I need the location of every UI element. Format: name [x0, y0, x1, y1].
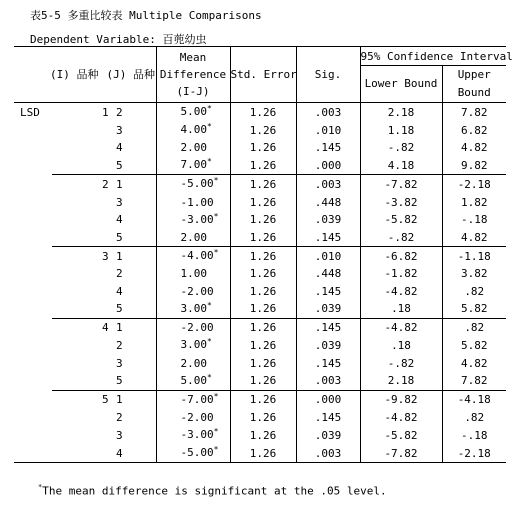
mean-difference-cell: 1.00 [156, 265, 230, 282]
significance-mark: * [207, 372, 212, 382]
std-error-cell: 1.26 [230, 354, 296, 371]
sig-cell: .145 [296, 139, 360, 156]
upper-bound-cell: .82 [442, 318, 506, 336]
sig-cell: .010 [296, 247, 360, 266]
sig-cell: .039 [296, 336, 360, 354]
group-j-cell: 3 [116, 123, 123, 137]
significance-mark: * [207, 122, 212, 131]
std-error-cell: 1.26 [230, 318, 296, 336]
upper-bound-cell: 4.82 [442, 229, 506, 247]
method-cell [14, 121, 52, 139]
group-j-cell: 3 [116, 356, 123, 370]
lower-bound-cell: -1.82 [360, 265, 442, 282]
upper-bound-cell: .82 [442, 283, 506, 300]
upper-bound-cell: 3.82 [442, 265, 506, 282]
method-cell [14, 156, 52, 175]
sig-cell: .145 [296, 283, 360, 300]
lower-bound-cell: -4.82 [360, 409, 442, 426]
table-row [14, 444, 506, 463]
lower-bound-cell: -.82 [360, 354, 442, 371]
table-caption: 表5-5 多重比较表 Multiple Comparisons [30, 9, 262, 22]
lower-bound-cell: -.82 [360, 139, 442, 156]
group-i-cell [52, 156, 116, 175]
sig-cell: .145 [296, 354, 360, 371]
upper-bound-cell: 9.82 [442, 156, 506, 175]
header-confidence-interval: 95% Confidence Interval [360, 47, 506, 66]
group-j-cell: 1 [116, 247, 156, 266]
std-error-cell: 1.26 [230, 121, 296, 139]
lower-bound-cell: -4.82 [360, 318, 442, 336]
group-i-cell [52, 121, 116, 139]
method-cell [14, 318, 52, 336]
header-std-error: Std. Error [230, 47, 296, 103]
group-j-cell: 1 [116, 175, 156, 194]
method-cell [14, 265, 52, 282]
significance-mark: * [207, 104, 212, 113]
group-j-cell: 4 [116, 284, 123, 298]
lower-bound-cell: -6.82 [360, 247, 442, 266]
significance-mark: * [207, 337, 212, 347]
std-error-cell: 1.26 [230, 444, 296, 463]
mean-difference-cell: -2.00 [156, 318, 230, 336]
std-error-cell: 1.26 [230, 139, 296, 156]
method-cell [14, 211, 52, 229]
upper-bound-cell: 4.82 [442, 139, 506, 156]
mean-difference-cell: 3.00* [156, 300, 230, 319]
table-row [14, 318, 506, 336]
sig-cell: .145 [296, 409, 360, 426]
mean-difference-cell: 4.00* [156, 121, 230, 139]
method-cell [14, 390, 52, 409]
lower-bound-cell: -5.82 [360, 211, 442, 229]
group-j-cell: 5 [116, 230, 123, 244]
header-j: (J) 品种 [106, 68, 155, 81]
footnote-text: The mean difference is significant at the .05 level. [42, 484, 387, 498]
method-cell [14, 139, 52, 156]
table-row [14, 409, 506, 426]
header-sig: Sig. [296, 47, 360, 103]
upper-bound-cell: -.18 [442, 211, 506, 229]
group-i-cell [52, 265, 116, 282]
lower-bound-cell: 4.18 [360, 156, 442, 175]
mean-difference-cell: -4.00* [156, 247, 230, 266]
table-row [14, 426, 506, 444]
method-cell [14, 409, 52, 426]
mean-difference-cell: -5.00* [156, 175, 230, 194]
method-cell [14, 229, 52, 247]
mean-difference-cell: -3.00* [156, 426, 230, 444]
group-i-cell [52, 229, 116, 247]
table-row [14, 211, 506, 229]
lower-bound-cell: .18 [360, 336, 442, 354]
group-i-cell [52, 139, 116, 156]
group-j-cell: 5 [116, 158, 123, 172]
upper-bound-cell: -4.18 [442, 390, 506, 409]
header-i-j [14, 47, 156, 103]
method-cell [14, 300, 52, 319]
mean-difference-cell: -7.00* [156, 390, 230, 409]
table-body [14, 103, 506, 463]
header-upper-line2: Bound [457, 86, 491, 99]
header-upper-line1: Upper [457, 68, 491, 81]
method-cell [14, 426, 52, 444]
sig-cell: .003 [296, 372, 360, 391]
sig-cell: .039 [296, 426, 360, 444]
table-row [14, 247, 506, 266]
sig-cell: .000 [296, 156, 360, 175]
group-i-cell [52, 372, 116, 391]
significance-mark: * [213, 445, 219, 455]
table-row [14, 229, 506, 247]
lower-bound-cell: 1.18 [360, 121, 442, 139]
group-j-cell: 5 [116, 302, 123, 316]
mean-difference-cell: -1.00 [156, 193, 230, 210]
table-row [14, 372, 506, 391]
mean-difference-cell: 7.00* [156, 156, 230, 175]
table-row [14, 336, 506, 354]
header-mean-line1: Mean [179, 51, 207, 64]
multiple-comparisons-table [14, 46, 513, 463]
upper-bound-cell: 5.82 [442, 300, 506, 319]
group-i-cell: 2 [52, 175, 116, 194]
mean-difference-cell: -3.00* [156, 211, 230, 229]
group-i-cell [52, 354, 116, 371]
table-row [14, 175, 506, 194]
table-row [14, 121, 506, 139]
footnote [38, 484, 387, 498]
std-error-cell: 1.26 [230, 175, 296, 194]
method-cell [14, 175, 52, 194]
upper-bound-cell: 7.82 [442, 372, 506, 391]
lower-bound-cell: -5.82 [360, 426, 442, 444]
std-error-cell: 1.26 [230, 229, 296, 247]
sig-cell: .010 [296, 121, 360, 139]
header-lower-bound: Lower Bound [360, 66, 442, 103]
header-i: (I) 品种 [50, 68, 99, 81]
method-cell [14, 372, 52, 391]
upper-bound-cell: -.18 [442, 426, 506, 444]
group-i-cell [52, 409, 116, 426]
mean-difference-cell: 2.00 [156, 229, 230, 247]
group-i-cell: 4 [52, 318, 116, 336]
method-cell [14, 193, 52, 210]
group-j-cell: 3 [116, 195, 123, 209]
lower-bound-cell: 2.18 [360, 372, 442, 391]
significance-mark: * [207, 157, 212, 167]
upper-bound-cell: 1.82 [442, 193, 506, 210]
lower-bound-cell: .18 [360, 300, 442, 319]
method-cell [14, 283, 52, 300]
sig-cell: .145 [296, 229, 360, 247]
mean-difference-cell: 5.00* [156, 103, 230, 122]
upper-bound-cell: 6.82 [442, 121, 506, 139]
upper-bound-cell: 5.82 [442, 336, 506, 354]
std-error-cell: 1.26 [230, 247, 296, 266]
std-error-cell: 1.26 [230, 426, 296, 444]
table-row [14, 193, 506, 210]
group-i-cell: 1 [102, 105, 109, 119]
group-j-cell: 4 [116, 444, 156, 463]
significance-mark: * [213, 248, 219, 258]
mean-difference-cell: 5.00* [156, 372, 230, 391]
group-j-cell: 1 [116, 318, 156, 336]
group-j-cell: 2 [116, 105, 123, 119]
dependent-variable-label: Dependent Variable: 百蔸幼虫 [30, 33, 207, 46]
table-row [14, 300, 506, 319]
std-error-cell: 1.26 [230, 300, 296, 319]
lower-bound-cell: -.82 [360, 229, 442, 247]
lower-bound-cell: -7.82 [360, 444, 442, 463]
mean-difference-cell: 3.00* [156, 336, 230, 354]
group-i-cell: 3 [52, 247, 116, 266]
std-error-cell: 1.26 [230, 409, 296, 426]
mean-difference-cell: 2.00 [156, 354, 230, 371]
table-row [14, 354, 506, 371]
method-cell [14, 247, 52, 266]
group-i-cell [52, 336, 116, 354]
std-error-cell: 1.26 [230, 336, 296, 354]
sig-cell: .003 [296, 444, 360, 463]
group-j-cell: 1 [116, 390, 156, 409]
lower-bound-cell: -7.82 [360, 175, 442, 194]
std-error-cell: 1.26 [230, 193, 296, 210]
table-row [14, 139, 506, 156]
upper-bound-cell: -2.18 [442, 175, 506, 194]
group-i-cell: 5 [52, 390, 116, 409]
upper-bound-cell: .82 [442, 409, 506, 426]
std-error-cell: 1.26 [230, 103, 296, 122]
std-error-cell: 1.26 [230, 283, 296, 300]
group-j-cell: 2 [116, 410, 123, 424]
sig-cell: .003 [296, 103, 360, 122]
group-j-cell: 3 [116, 428, 123, 442]
lower-bound-cell: -9.82 [360, 390, 442, 409]
group-j-cell: 2 [116, 267, 123, 281]
method-cell [14, 354, 52, 371]
std-error-cell: 1.26 [230, 390, 296, 409]
group-i-cell [52, 211, 116, 229]
significance-mark: * [207, 300, 212, 310]
mean-difference-cell: -2.00 [156, 409, 230, 426]
significance-mark: * [213, 391, 219, 401]
sig-cell: .000 [296, 390, 360, 409]
sig-cell: .039 [296, 300, 360, 319]
lower-bound-cell: -3.82 [360, 193, 442, 210]
mean-difference-cell: -5.00* [156, 444, 230, 463]
header-mean-difference [156, 47, 230, 103]
table-row [14, 390, 506, 409]
group-i-cell [52, 444, 116, 463]
group-i-cell [52, 193, 116, 210]
header-mean-line2: Difference [159, 68, 227, 81]
group-i-cell [52, 426, 116, 444]
significance-mark: * [213, 176, 219, 186]
footnote-mark: * [38, 483, 43, 491]
mean-difference-cell: 2.00 [156, 139, 230, 156]
mean-difference-cell: -2.00 [156, 283, 230, 300]
std-error-cell: 1.26 [230, 211, 296, 229]
group-j-cell: 4 [116, 213, 123, 227]
std-error-cell: 1.26 [230, 372, 296, 391]
upper-bound-cell: 4.82 [442, 354, 506, 371]
upper-bound-cell: -2.18 [442, 444, 506, 463]
std-error-cell: 1.26 [230, 156, 296, 175]
header-mean-line3: (I-J) [176, 85, 210, 98]
significance-mark: * [213, 211, 219, 221]
significance-mark: * [213, 427, 219, 437]
group-j-cell: 2 [116, 338, 123, 352]
group-i-cell [52, 283, 116, 300]
table-row [14, 156, 506, 175]
group-j-cell: 4 [116, 141, 123, 155]
group-j-cell: 5 [116, 374, 123, 388]
sig-cell: .448 [296, 265, 360, 282]
table-row [14, 283, 506, 300]
std-error-cell: 1.26 [230, 265, 296, 282]
sig-cell: .145 [296, 318, 360, 336]
method-cell: LSD [20, 105, 40, 119]
table-row [14, 265, 506, 282]
sig-cell: .448 [296, 193, 360, 210]
table-row [14, 103, 506, 122]
upper-bound-cell: 7.82 [442, 103, 506, 122]
lower-bound-cell: 2.18 [360, 103, 442, 122]
sig-cell: .039 [296, 211, 360, 229]
upper-bound-cell: -1.18 [442, 247, 506, 266]
method-cell [14, 444, 52, 463]
lower-bound-cell: -4.82 [360, 283, 442, 300]
group-i-cell [52, 300, 116, 319]
method-cell [14, 336, 52, 354]
sig-cell: .003 [296, 175, 360, 194]
header-upper-bound [442, 66, 506, 103]
